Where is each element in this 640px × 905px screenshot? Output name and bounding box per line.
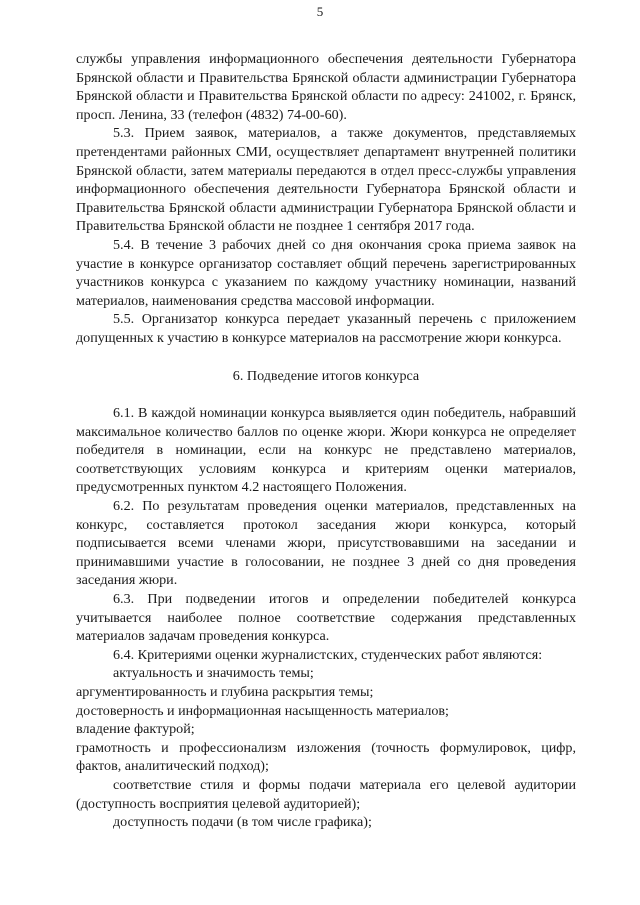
criteria-list <box>76 664 576 831</box>
criterion-item: соответствие стиля и формы подачи материала его целевой аудитории (доступность восприятия целевой аудиторией); <box>76 776 576 812</box>
paragraph-continuation: службы управления информационного обеспечения деятельности Губернатора Брянской области и Правительства Брянской области администрации Губернатора Брянской области и Правительства Брянской области по адресу: 241002, г. Брянск, просп. Ленина, 33 (телефон (4832) 74-00-60). <box>76 51 576 123</box>
section-heading: 6. Подведение итогов конкурса <box>232 367 420 384</box>
criterion-item: аргументированность и глубина раскрытия темы; <box>76 684 374 700</box>
paragraph-5-4: 5.4. В течение 3 рабочих дней со дня окончания срока приема заявок на участие в конкурсе организатор составляет общий перечень зарегистрированных участников конкурса с указанием по каждому участнику номинации, названий материалов, наименования средства массовой информации. <box>76 236 576 309</box>
paragraph-6-2: 6.2. По результатам проведения оценки материалов, представленных на конкурс, составляется протокол заседания жюри конкурса, который подписывается всеми членами жюри, присутствовавшими на заседании и принимавшими участие в голосовании, не позднее 3 дней со дня проведения заседания жюри. <box>76 498 576 589</box>
criterion-item: достоверность и информационная насыщенность материалов; <box>76 702 449 719</box>
criterion-item: актуальность и значимость темы; <box>113 665 314 682</box>
document-body <box>76 50 576 832</box>
paragraph-6-1: 6.1. В каждой номинации конкурса выявляется один победитель, набравший максимальное количество баллов по оценке жюри. Жюри конкурса не определяет победителя в номинации, если на конкурс не представлено материалов, соответствующих условиям конкурса и критериям оценки материалов, предусмотренных пунктом 4.2 настоящего Положения. <box>76 405 576 496</box>
criterion-item: доступность подачи (в том числе графика); <box>113 814 372 831</box>
criterion-item: владение фактурой; <box>76 721 195 738</box>
paragraph-5-5: 5.5. Организатор конкурса передает указанный перечень с приложением допущенных к участию в конкурсе материалов на рассмотрение жюри конкурса. <box>76 311 576 346</box>
page-number: 5 <box>316 4 324 19</box>
paragraph-6-4: 6.4. Критериями оценки журналистских, студенческих работ являются: <box>113 646 543 663</box>
paragraph-6-3: 6.3. При подведении итогов и определении победителей конкурса учитывается наиболее полное соответствие содержания представленных материалов задачам проведения конкурса. <box>76 591 576 645</box>
paragraph-5-3: 5.3. Прием заявок, материалов, а также документов, представляемых претендентами районных СМИ, осуществляет департамент внутренней политики Брянской области, затем материалы передаются в отдел пресс-службы управления информационного обеспечения деятельности Губернатора Брянской области и Правительства Брянской области администрации Губернатора Брянской области и Правительства Брянской области не позднее 1 сентября 2017 года. <box>76 125 576 235</box>
criterion-item: грамотность и профессионализм изложения (точность формулировок, цифр, фактов, аналитический подход); <box>76 739 576 775</box>
